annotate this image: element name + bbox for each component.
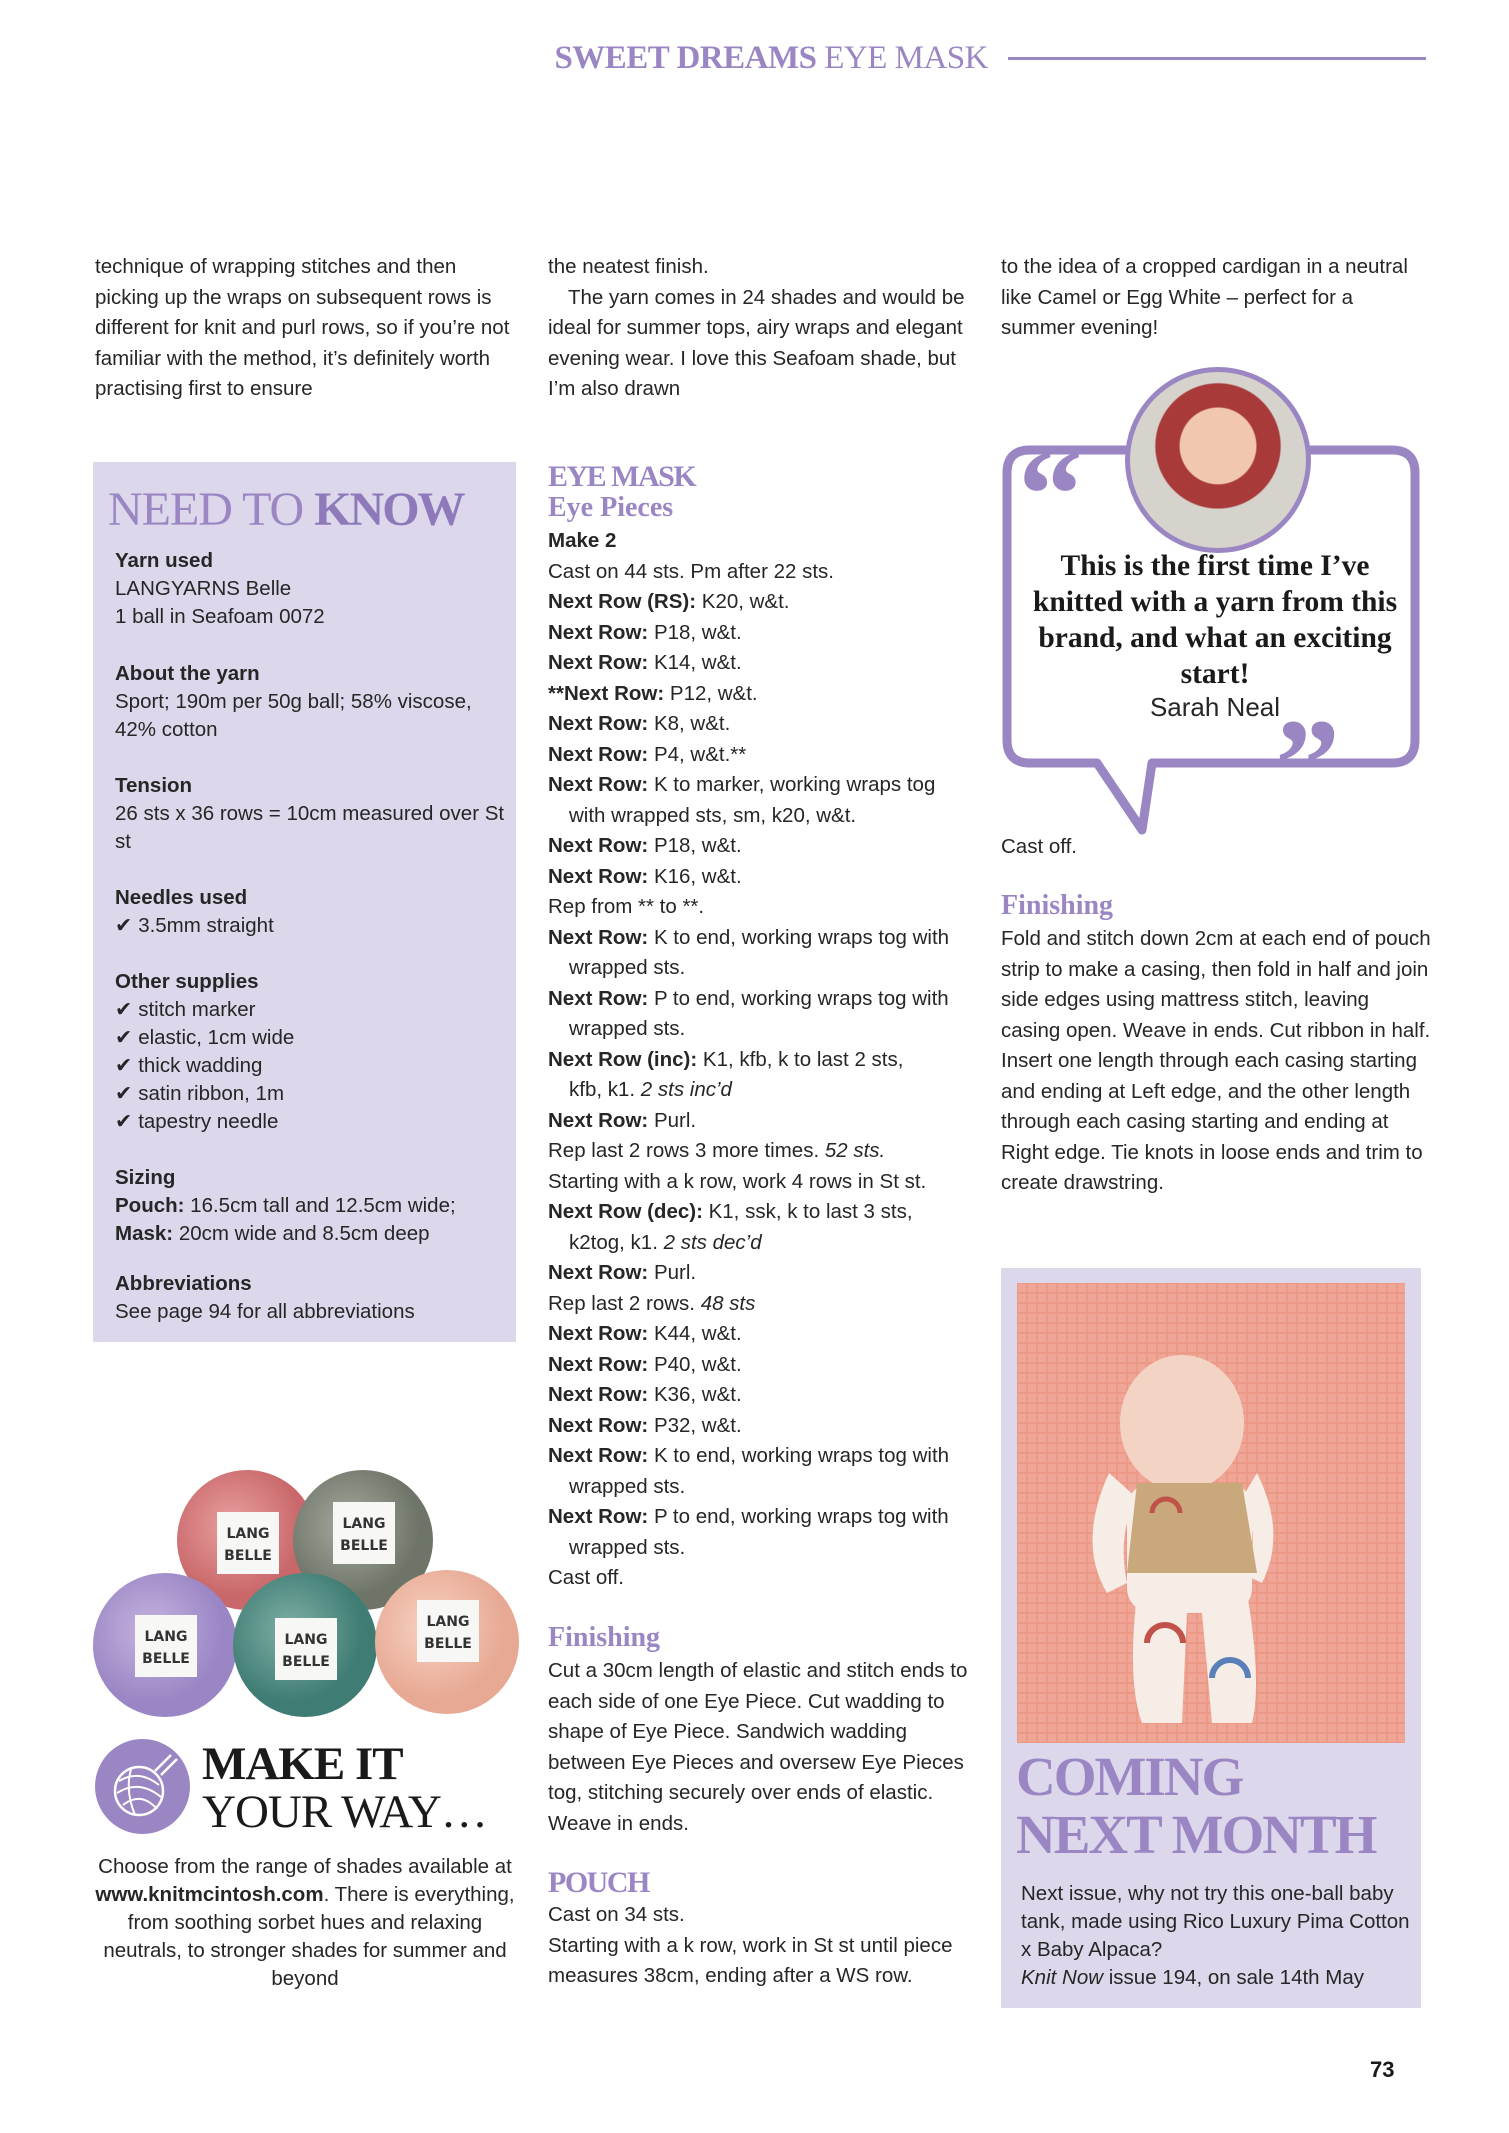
pattern-row: Next Row: P to end, working wraps tog with wrapped sts. xyxy=(548,986,949,1040)
pattern-row: Next Row (dec): K1, ssk, k to last 3 sts, k2tog, k1. 2 sts dec’d xyxy=(548,1200,913,1254)
header-title-bold: SWEET DREAMS xyxy=(554,40,817,76)
quote-text: This is the first time I’ve knitted with a yarn from this brand, and what an exciting start! xyxy=(1032,550,1398,690)
yarn-balls-image xyxy=(85,1470,525,1720)
pattern-row: Rep last 2 rows. 48 sts xyxy=(548,1291,756,1315)
make-it-your-way-title: MAKE IT YOUR WAY… xyxy=(202,1738,487,1838)
pattern-row: Next Row: P18, w&t. xyxy=(548,834,742,857)
pattern-row: Next Row (inc): K1, kfb, k to last 2 sts, kfb, k1. 2 sts inc’d xyxy=(548,1047,904,1101)
need-to-know-box xyxy=(93,462,516,1342)
eye-mask-finishing-title: Finishing xyxy=(548,1622,661,1653)
checkmark-icon: ✔ xyxy=(115,1026,133,1049)
ntk-tension: Tension 26 sts x 36 rows = 10cm measured over St st xyxy=(115,774,505,853)
pouch-text: Cast on 34 sts. Starting with a k row, work in St st until piece measures 38cm, ending after a WS row. xyxy=(548,1903,953,1987)
pattern-row: Next Row (RS): K20, w&t. xyxy=(548,590,790,613)
pattern-row: Starting with a k row, work 4 rows in St st. xyxy=(548,1169,927,1193)
pattern-row: Next Row: K to end, working wraps tog with wrapped sts. xyxy=(548,925,950,979)
baby-photo xyxy=(1017,1283,1405,1743)
pouch-finishing-text: Fold and stitch down 2cm at each end of pouch strip to make a casing, then fold in half and join side edges using mattress stitch, leaving casing open. Weave in ends. Cut ribbon in half. Insert one length through each casing starting and ending at Left edge, and the other length through each casing starting and ending at Right edge. Tie knots in loose ends and trim to create drawstring. xyxy=(1001,927,1431,1194)
shop-url-link[interactable]: www.knitmcintosh.com xyxy=(95,1883,324,1906)
checkmark-icon: ✔ xyxy=(115,1082,133,1105)
ntk-abbreviations: Abbreviations See page 94 for all abbreviations xyxy=(115,1272,415,1323)
list-item: ✔ tapestry needle xyxy=(115,1110,279,1133)
pattern-row: Rep last 2 rows 3 more times. 52 sts. xyxy=(548,1139,886,1162)
checkmark-icon: ✔ xyxy=(115,998,133,1021)
quote-author: Sarah Neal xyxy=(1149,692,1281,722)
yarn-label-name-1: BELLE xyxy=(224,1548,272,1564)
list-item: ✔ satin ribbon, 1m xyxy=(115,1082,285,1105)
list-item: ✔ elastic, 1cm wide xyxy=(115,1026,295,1049)
yarn-label-name-5: BELLE xyxy=(424,1636,472,1652)
coming-next-month-text: Next issue, why not try this one-ball baby tank, made using Rico Luxury Pima Cotton x Baby Alpaca? Knit Now issue 194, on sale 14th May xyxy=(1021,1882,1410,1989)
pouch-finishing-title: Finishing xyxy=(1001,890,1114,921)
pattern-row: Next Row: P4, w&t.** xyxy=(548,742,747,766)
list-item: ✔ thick wadding xyxy=(115,1054,263,1077)
pattern-row: Next Row: P18, w&t. xyxy=(548,620,742,644)
intro-col3: to the idea of a cropped cardigan in a neutral like Camel or Egg White – perfect for a summer evening! xyxy=(1001,255,1408,339)
ntk-yarn-used: Yarn used LANGYARNS Belle 1 ball in Seafoam 0072 xyxy=(115,549,325,628)
yarn-label-name-4: BELLE xyxy=(282,1654,330,1670)
pouch-title: POUCH xyxy=(548,1866,649,1899)
pattern-row: Next Row: P to end, working wraps tog with wrapped sts. xyxy=(548,1505,949,1559)
ntk-supplies: Other supplies ✔ stitch marker ✔ elastic, 1cm wide ✔ thick wadding ✔ satin ribbon, 1m ✔ tapestry needle xyxy=(115,968,505,1136)
pattern-row: Next Row: K14, w&t. xyxy=(548,651,742,674)
coming-next-month-title: COMING NEXT MONTH xyxy=(1016,1746,1376,1865)
header-rule xyxy=(1008,57,1426,60)
pattern-row: Next Row: K16, w&t. xyxy=(548,864,742,888)
yarn-label-name-3: BELLE xyxy=(142,1651,190,1667)
pattern-rows xyxy=(548,557,978,1594)
ntk-about-yarn: About the yarn Sport; 190m per 50g ball; 58% viscose, 42% cotton xyxy=(115,662,472,741)
ntk-sizing: Sizing Pouch: 16.5cm tall and 12.5cm wide; Mask: 20cm wide and 8.5cm deep xyxy=(115,1166,456,1245)
need-to-know-title: NEED TO KNOW xyxy=(108,483,464,536)
open-quote-icon: “ xyxy=(1018,423,1083,567)
pattern-row: Next Row: P32, w&t. xyxy=(548,1413,742,1437)
pattern-row: Next Row: K to end, working wraps tog with wrapped sts. xyxy=(548,1444,950,1498)
pattern-row: Rep from ** to **. xyxy=(548,895,705,918)
pattern-title: EYE MASK xyxy=(548,460,696,493)
ntk-needles: Needles used ✔ 3.5mm straight xyxy=(115,886,274,937)
avatar xyxy=(1125,367,1311,553)
header-title-rest: EYE MASK xyxy=(824,40,988,76)
pattern-row: Next Row: Purl. xyxy=(548,1108,697,1132)
pattern-row: Next Row: K44, w&t. xyxy=(548,1322,742,1345)
pattern-row: Next Row: K to marker, working wraps tog with wrapped sts, sm, k20, w&t. xyxy=(548,773,936,827)
pattern-instructions: Make 2 Cast on 44 sts. Pm after 22 sts. Next Row (RS): K20, w&t. Next Row: P18, w&t. Next Row: K14, w&t. **Next Row: P12, w&t. Next Row: K8, w&t. Next Row: P4, w&t.** Next Row: K to marker, working wraps tog with wrapped sts, sm, k20, w&t. Next Row: P18, w&t. Next Row: K16, w&t. Rep from ** to **. Next Row: K to end, working wraps tog with wrapped sts. Next Row: P to end, working wraps tog with wrapped sts. Next Row (inc): K1, kfb, k to last 2 sts, kfb, k1. 2 sts inc’d Next Row: Purl. Rep last 2 rows 3 more times. 52 sts. Starting with a k row, work 4 rows in St st. Next Row (dec): K1, ssk, k to last 3 sts, k2tog, k1. 2 sts dec’d Next Row: Purl. Rep last 2 rows. 48 sts Next Row: K44, w&t. Next Row: P40, w&t. Next Row: K36, w&t. Next Row: P32, w&t. Next Row: K to end, working wraps tog with wrapped sts. Next Row: P to end, working wraps tog with wrapped sts. Cast off. xyxy=(548,526,978,1594)
eye-mask-finishing-text: Cut a 30cm length of elastic and stitch ends to each side of one Eye Piece. Cut wadding to shape of Eye Piece. Sandwich wadding between Eye Pieces and oversew Eye Pieces tog, stitching securely over ends of elastic. Weave in ends. xyxy=(548,1659,968,1835)
yarn-label-brand-3: LANG xyxy=(144,1629,188,1645)
intro-col1: technique of wrapping stitches and then picking up the wraps on subsequent rows is different for knit and purl rows, so if you’re not familiar with the method, it’s definitely worth practising first to ensure xyxy=(95,255,510,400)
pattern-row: Next Row: P40, w&t. xyxy=(548,1352,742,1376)
yarn-label-brand-1: LANG xyxy=(226,1526,270,1542)
pattern-row: Cast off. xyxy=(548,1566,624,1589)
yarn-ball-icon xyxy=(95,1739,190,1834)
pattern-row: Next Row: Purl. xyxy=(548,1261,697,1284)
yarn-label-brand-5: LANG xyxy=(426,1614,470,1630)
checkmark-icon: ✔ xyxy=(115,914,133,937)
checkmark-icon: ✔ xyxy=(115,1054,133,1077)
page-header-title xyxy=(0,40,988,77)
page-number: 73 xyxy=(1370,2057,1395,2082)
baby-illustration xyxy=(1017,1283,1405,1743)
make-it-your-way-text: Choose from the range of shades available at www.knitmcintosh.com. There is everything, from soothing sorbet hues and relaxing neutrals, to stronger shades for summer and beyond xyxy=(95,1855,515,1990)
pouch-cast-off: Cast off. xyxy=(1001,835,1077,858)
pattern-row: Cast on 44 sts. Pm after 22 sts. xyxy=(548,559,834,583)
intro-col2: the neatest finish. The yarn comes in 24 shades and would be ideal for summer tops, airy wraps and elegant evening wear. I love this Seafoam shade, but I’m also drawn xyxy=(548,255,965,400)
pattern-row: Next Row: K36, w&t. xyxy=(548,1383,742,1406)
pattern-subtitle: Eye Pieces xyxy=(548,492,674,523)
yarn-label-brand-4: LANG xyxy=(284,1632,328,1648)
yarn-label-name-2: BELLE xyxy=(340,1538,388,1554)
list-item: ✔ stitch marker xyxy=(115,998,256,1021)
checkmark-icon: ✔ xyxy=(115,1110,133,1133)
pattern-row: Next Row: K8, w&t. xyxy=(548,712,731,735)
pattern-row: **Next Row: P12, w&t. xyxy=(548,681,758,705)
yarn-label-brand-2: LANG xyxy=(342,1516,386,1532)
close-quote-icon: ” xyxy=(1275,693,1340,837)
